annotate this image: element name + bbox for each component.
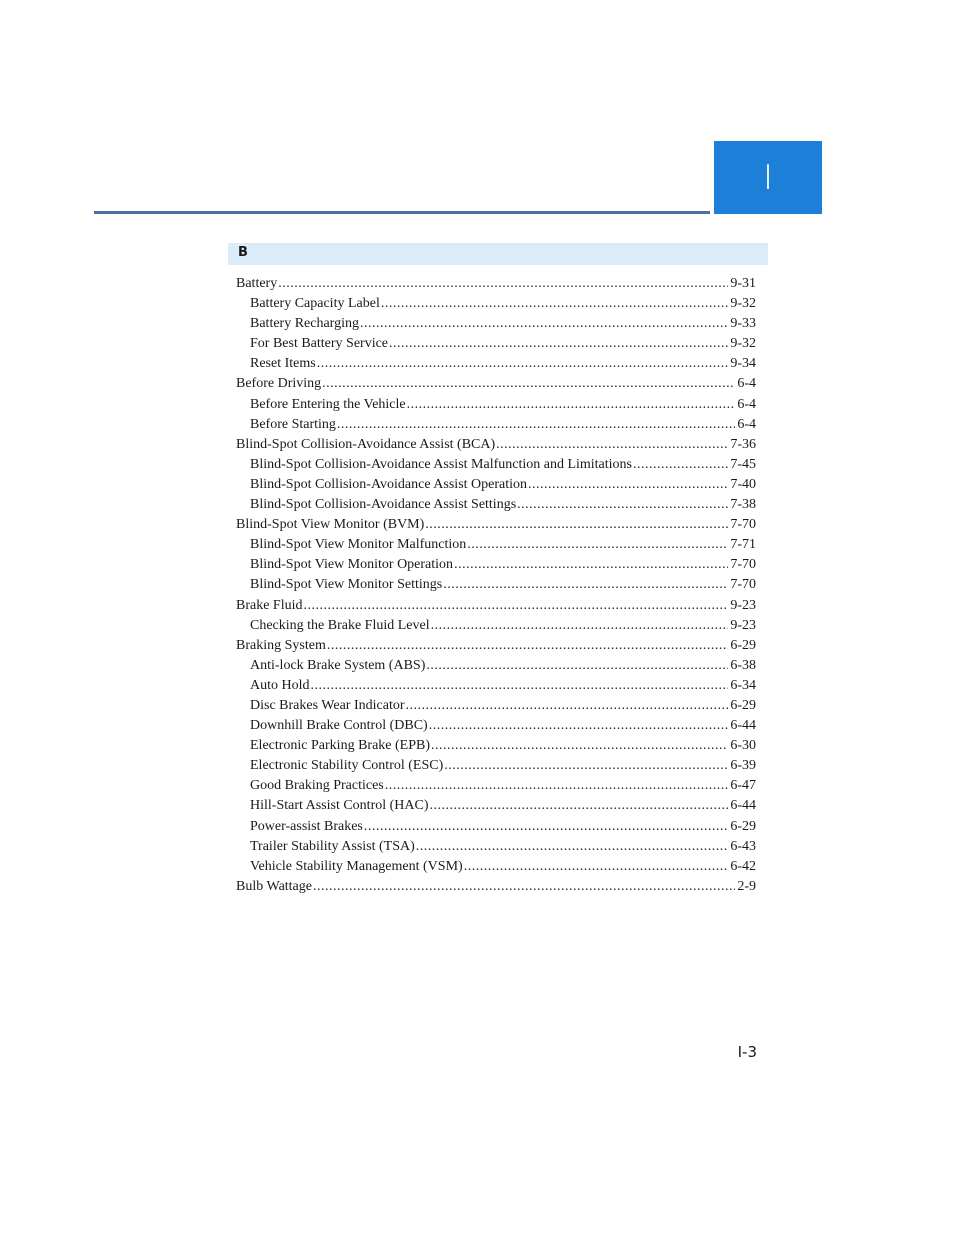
dot-leader [444,756,728,776]
entry-label: Good Braking Practices [250,778,384,794]
entry-page-ref: 6-29 [730,818,756,834]
entry-page-ref: 9-32 [730,296,756,312]
entry-label: Auto Hold [250,677,310,693]
entry-page-ref: 7-45 [730,456,756,472]
entry-page-ref: 6-44 [730,718,756,734]
dot-leader [327,636,728,656]
chapter-tab-label: I [762,157,774,198]
entry-label: Blind-Spot Collision-Avoidance Assist Operation [250,476,528,492]
entry-page-ref: 6-43 [730,838,756,854]
index-subentry[interactable] [236,535,756,555]
entry-label: Blind-Spot Collision-Avoidance Assist Malfunction and Limitations [250,456,632,472]
dot-leader [431,736,728,756]
index-subentry[interactable] [236,495,756,515]
entry-page-ref: 7-70 [730,517,756,533]
dot-leader [406,696,729,716]
entry-page-ref: 6-4 [737,396,756,412]
index-subentry[interactable] [236,314,756,334]
index-subentry[interactable] [236,455,756,475]
index-subentry[interactable] [236,395,756,415]
index-entry[interactable] [236,274,756,294]
index-subentry[interactable] [236,334,756,354]
index-entry[interactable] [236,877,756,897]
entry-label: Battery [236,276,278,291]
index-entry[interactable] [236,435,756,455]
entry-label: Checking the Brake Fluid Level [250,617,430,633]
entry-label: Blind-Spot View Monitor (BVM) [236,517,425,533]
dot-leader [454,555,728,575]
entry-page-ref: 7-38 [730,497,756,513]
dot-leader [278,274,728,294]
index-subentry[interactable] [236,837,756,857]
entry-page-ref: 6-34 [730,677,756,693]
index-entry[interactable] [236,515,756,535]
entry-label: Hill-Start Assist Control (HAC) [250,798,429,814]
entry-label: Before Starting [250,416,336,432]
index-subentry[interactable] [236,817,756,837]
dot-leader [322,374,735,394]
dot-leader [337,415,735,435]
entry-page-ref: 6-29 [730,637,756,653]
entry-label: Trailer Stability Assist (TSA) [250,838,415,854]
entry-label: Electronic Parking Brake (EPB) [250,738,431,754]
entry-page-ref: 2-9 [737,878,756,894]
index-subentry[interactable] [236,696,756,716]
index-subentry[interactable] [236,716,756,736]
entry-page-ref: 6-42 [730,858,756,874]
entry-label: Blind-Spot View Monitor Malfunction [250,537,467,553]
entry-page-ref: 6-30 [730,738,756,754]
dot-leader [430,796,729,816]
index-subentry[interactable] [236,776,756,796]
entry-label: Disc Brakes Wear Indicator [250,697,405,713]
index-subentry[interactable] [236,736,756,756]
entry-label: Bulb Wattage [236,878,312,894]
index-entry[interactable] [236,374,756,394]
dot-leader [360,314,728,334]
entry-page-ref: 6-4 [737,376,756,392]
entry-label: Blind-Spot View Monitor Settings [250,577,443,593]
dot-leader [464,857,729,877]
dot-leader [496,435,728,455]
index-subentry[interactable] [236,796,756,816]
entry-label: Battery Recharging [250,316,359,332]
dot-leader [407,395,736,415]
dot-leader [389,334,728,354]
section-heading-bar [228,243,768,265]
entry-label: Before Entering the Vehicle [250,396,406,412]
dot-leader [633,455,728,475]
entry-label: Downhill Brake Control (DBC) [250,718,428,734]
entry-page-ref: 7-36 [730,436,756,452]
entry-label: Vehicle Stability Management (VSM) [250,858,463,874]
entry-page-ref: 7-40 [730,476,756,492]
entry-label: Blind-Spot Collision-Avoidance Assist Settings [250,497,517,513]
entry-page-ref: 6-47 [730,778,756,794]
dot-leader [443,575,728,595]
entry-page-ref: 9-31 [730,276,756,291]
entry-page-ref: 6-39 [730,758,756,774]
entry-label: Braking System [236,637,326,653]
index-subentry[interactable] [236,676,756,696]
dot-leader [431,616,729,636]
entry-page-ref: 9-23 [730,617,756,633]
index-subentry[interactable] [236,575,756,595]
entry-page-ref: 6-38 [730,657,756,673]
dot-leader [311,676,729,696]
entry-page-ref: 7-70 [730,577,756,593]
dot-leader [416,837,729,857]
page-number: I-3 [737,1043,757,1061]
index-subentry[interactable] [236,756,756,776]
dot-leader [317,354,729,374]
entry-label: Power-assist Brakes [250,818,363,834]
index-subentry[interactable] [236,616,756,636]
entry-page-ref: 7-71 [730,537,756,553]
dot-leader [381,294,728,314]
entry-label: Blind-Spot Collision-Avoidance Assist (BCA) [236,436,496,452]
section-letter: B [238,245,248,260]
dot-leader [304,596,729,616]
index-subentry[interactable] [236,857,756,877]
entry-page-ref: 9-33 [730,316,756,332]
index-subentry[interactable] [236,294,756,314]
dot-leader [426,656,728,676]
entry-label: Blind-Spot View Monitor Operation [250,557,454,573]
header-rule [94,211,710,214]
dot-leader [517,495,728,515]
entry-label: For Best Battery Service [250,336,389,352]
index-list [236,274,756,897]
entry-page-ref: 6-4 [737,416,756,432]
entry-page-ref: 9-34 [730,356,756,372]
entry-page-ref: 6-29 [730,697,756,713]
index-entry[interactable] [236,636,756,656]
dot-leader [385,776,729,796]
entry-label: Reset Items [250,356,316,372]
dot-leader [429,716,729,736]
entry-label: Anti-lock Brake System (ABS) [250,657,426,673]
dot-leader [467,535,728,555]
index-subentry[interactable] [236,354,756,374]
entry-page-ref: 9-32 [730,336,756,352]
chapter-tab [714,141,822,214]
dot-leader [313,877,735,897]
dot-leader [528,475,728,495]
index-subentry[interactable] [236,475,756,495]
entry-page-ref: 6-44 [730,798,756,814]
entry-page-ref: 7-70 [730,557,756,573]
entry-label: Brake Fluid [236,597,303,613]
dot-leader [425,515,728,535]
entry-page-ref: 9-23 [730,597,756,613]
index-subentry[interactable] [236,415,756,435]
index-entry[interactable] [236,596,756,616]
dot-leader [364,817,728,837]
index-subentry[interactable] [236,656,756,676]
entry-label: Before Driving [236,376,322,392]
entry-label: Electronic Stability Control (ESC) [250,758,444,774]
entry-label: Battery Capacity Label [250,296,380,312]
index-subentry[interactable] [236,555,756,575]
